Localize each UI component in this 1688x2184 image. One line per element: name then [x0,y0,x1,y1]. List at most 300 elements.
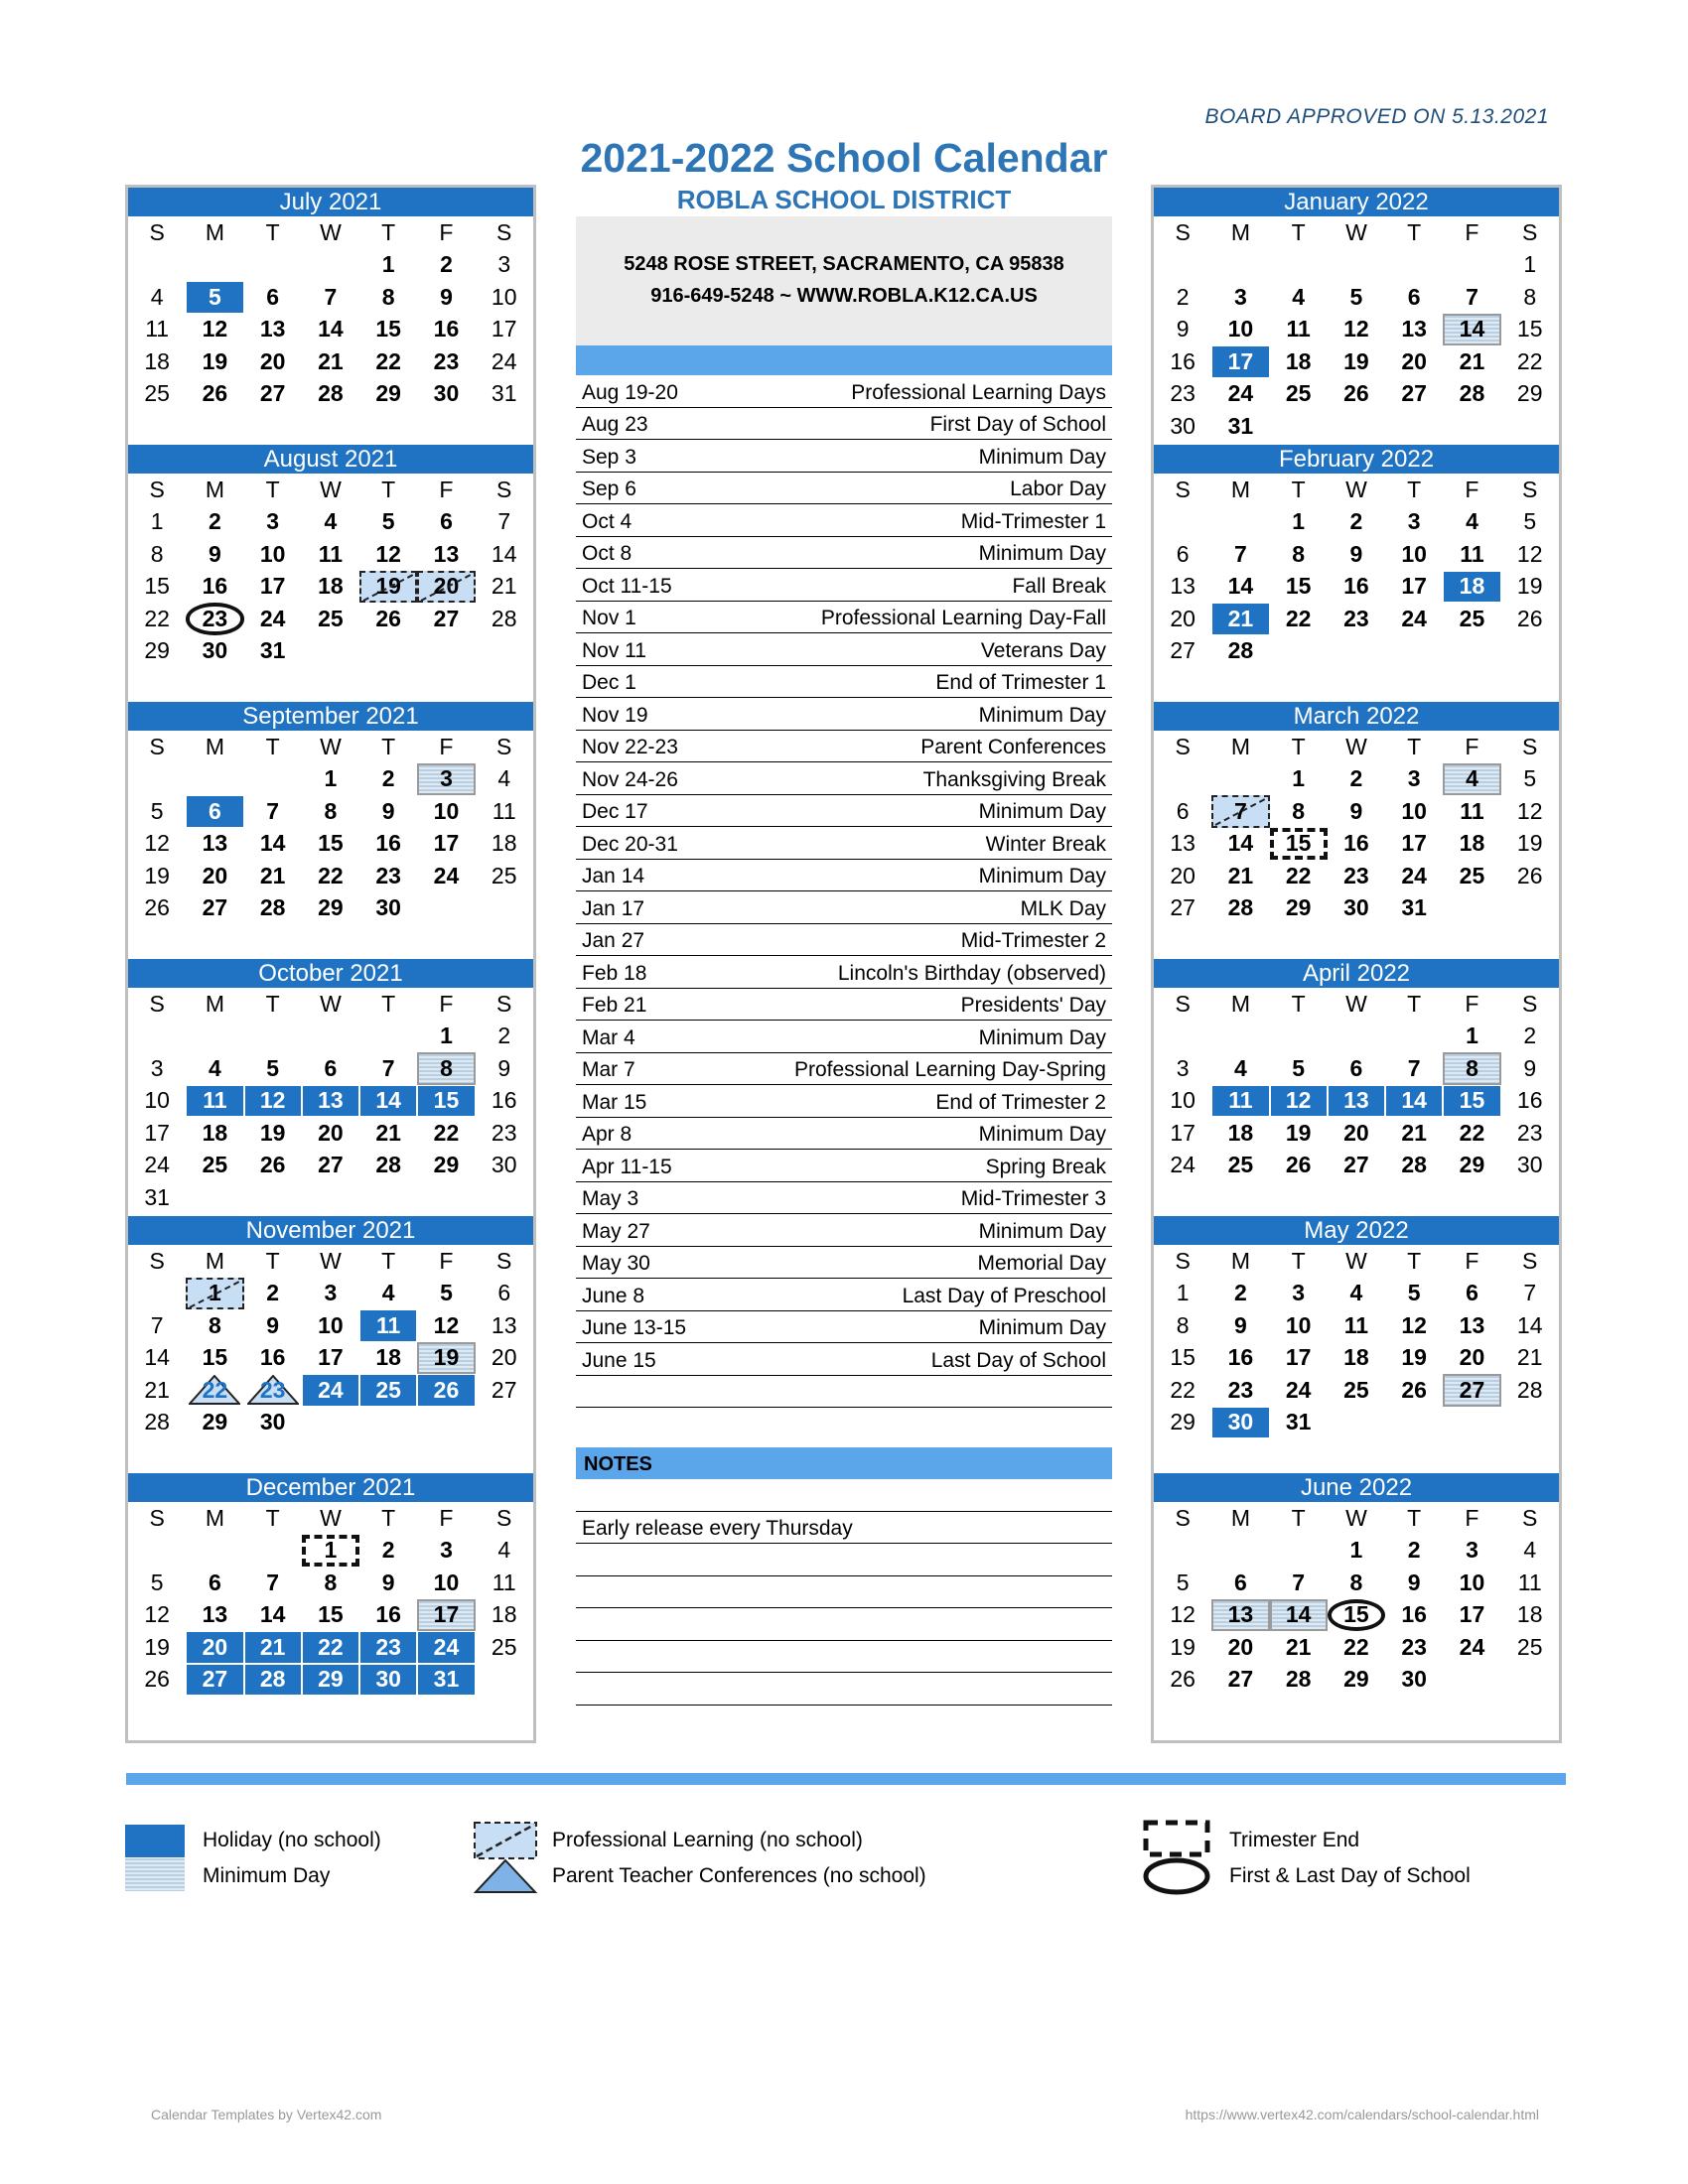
calendar-day: 22 [1170,1376,1196,1403]
calendar-day: 19 [1516,830,1543,857]
event-label: Minimum Day [978,1316,1106,1339]
calendar-day: 6 [324,1054,338,1081]
weekday-label: T [1291,1247,1306,1274]
event-date: Oct 8 [582,542,633,565]
calendar-day: 20 [491,1344,517,1371]
calendar-day: 23 [1170,380,1196,407]
events-header-bar [576,345,1112,375]
month-calendar [1154,959,1559,1219]
calendar-day: 14 [144,1344,170,1371]
calendar-day: 29 [1516,380,1543,407]
calendar-day: 28 [244,1664,302,1697]
event-date: Dec 17 [582,800,648,823]
event-date: Nov 24-26 [582,767,678,791]
weekday-label: T [381,218,396,245]
calendar-day: 20 [1227,1633,1254,1660]
calendar-day: 20 [417,571,475,604]
month-title: August 2021 [128,445,533,474]
weekday-label: S [496,1504,512,1531]
weekday-label: S [1522,1504,1538,1531]
weekday-label: S [1522,990,1538,1017]
calendar-day: 18 [318,573,344,600]
calendar-day: 21 [144,1376,170,1403]
professional-learning-slash-icon [188,1280,243,1309]
event-label: Minimum Day [978,542,1106,565]
calendar-day: 7 [1523,1280,1537,1306]
event-row [576,795,1112,828]
professional-learning-slash-icon [419,573,475,603]
calendar-day: 16 [375,830,401,857]
calendar-day: 17 [1285,1344,1312,1371]
calendar-day: 21 [318,347,344,374]
month-title: November 2021 [128,1216,533,1245]
weekday-label: W [1345,733,1367,759]
calendar-day: 31 [1285,1409,1312,1435]
calendar-day: 22 [318,862,344,888]
month-calendar [128,959,533,1219]
calendar-day: 1 [1176,1280,1190,1306]
calendar-day: 27 [1343,1152,1369,1178]
legend-firstlast-label: First & Last Day of School [1229,1864,1471,1887]
calendar-day: 26 [417,1374,475,1407]
calendar-day: 28 [1227,637,1254,664]
event-date: Nov 11 [582,638,646,662]
calendar-day: 16 [375,1601,401,1628]
contact-line: 916-649-5248 ~ WWW.ROBLA.K12.CA.US [650,285,1038,307]
calendar-day: 13 [259,316,286,342]
calendar-day: 19 [1516,573,1543,600]
calendar-day: 23 [1227,1376,1254,1403]
month-grid [1154,1502,1559,1696]
empty-day [302,1021,359,1053]
weekday-label: T [1407,476,1422,502]
event-row [576,924,1112,957]
month-title: September 2021 [128,702,533,731]
calendar-day: 11 [1460,797,1484,824]
event-label: First Day of School [929,413,1106,436]
weekday-label: W [320,218,342,245]
calendar-day: 25 [1459,862,1485,888]
calendar-day: 8 [1176,1311,1190,1338]
calendar-day: 16 [433,316,460,342]
calendar-day: 3 [1292,1280,1306,1306]
calendar-day: 14 [1270,1599,1328,1632]
calendar-day: 1 [1349,1537,1363,1564]
weekday-label: M [205,733,224,759]
legend-conf-swatch-icon [473,1858,538,1894]
empty-day [1211,763,1269,796]
event-label: Minimum Day [978,703,1106,727]
calendar-day: 27 [1227,1666,1254,1693]
weekday-label: W [1345,476,1367,502]
event-row [576,1376,1112,1409]
event-date: Oct 11-15 [582,574,672,598]
event-row [576,956,1112,989]
empty-day [1154,763,1211,796]
calendar-day: 23 [244,1374,302,1407]
calendar-day: 17 [433,830,460,857]
empty-day [1154,249,1211,282]
calendar-day: 27 [202,894,228,921]
calendar-day: 24 [1170,1152,1196,1178]
calendar-day: 28 [259,894,286,921]
calendar-day: 28 [318,380,344,407]
calendar-day: 8 [1292,540,1306,567]
footer-url[interactable]: https://www.vertex42.com/calendars/school-calendar.html [1185,2107,1539,2122]
event-label: Fall Break [1012,574,1106,598]
calendar-day: 13 [202,830,228,857]
calendar-day: 23 [491,1119,517,1146]
calendar-day: 13 [1170,830,1196,857]
weekday-label: T [381,1247,396,1274]
professional-learning-slash-icon [1213,797,1269,827]
month-title: May 2022 [1154,1216,1559,1245]
calendar-day: 7 [324,283,338,310]
empty-day [1211,1535,1269,1568]
event-date: Nov 19 [582,703,648,727]
calendar-day: 26 [1343,380,1369,407]
event-date: Feb 18 [582,961,647,985]
event-date: June 15 [582,1348,656,1372]
event-row [576,1279,1112,1311]
calendar-day: 3 [1466,1537,1478,1564]
empty-day [244,249,302,282]
calendar-day: 26 [259,1152,286,1178]
event-label: End of Trimester 1 [935,671,1106,694]
calendar-day: 14 [1227,573,1254,600]
calendar-day: 4 [497,1537,511,1564]
event-row [576,989,1112,1022]
note-line: Early release every Thursday [576,1512,1112,1545]
calendar-day: 29 [202,1409,228,1435]
calendar-day: 14 [1385,1085,1443,1118]
calendar-day: 17 [417,1599,475,1632]
weekday-label: T [381,733,396,759]
event-date: Aug 23 [582,413,648,436]
calendar-day: 23 [1343,862,1369,888]
weekday-label: T [1407,218,1422,245]
event-date: Oct 4 [582,509,633,533]
weekday-label: M [1230,1504,1250,1531]
event-row [576,1053,1112,1086]
calendar-day: 7 [1407,1054,1421,1081]
weekday-label: S [1522,733,1538,759]
month-title: February 2022 [1154,445,1559,474]
calendar-day: 25 [1459,605,1485,631]
empty-day [186,763,243,796]
footer-credit[interactable]: Calendar Templates by Vertex42.com [151,2107,382,2122]
weekday-label: S [149,476,165,502]
calendar-day: 26 [1285,1152,1312,1178]
empty-day [1211,249,1269,282]
calendar-day: 8 [417,1052,475,1085]
weekday-label: F [439,990,454,1017]
calendar-day: 3 [1407,765,1421,792]
calendar-day: 14 [1516,1311,1543,1338]
calendar-day: 17 [1401,573,1427,600]
calendar-day: 6 [266,283,280,310]
empty-day [1154,1535,1211,1568]
event-row [576,537,1112,570]
empty-day [302,249,359,282]
calendar-day: 4 [1234,1054,1247,1081]
calendar-day: 5 [1523,765,1537,792]
event-row [576,666,1112,699]
event-label: Minimum Day [978,1025,1106,1049]
calendar-day: 7 [1211,795,1269,828]
calendar-day: 28 [375,1152,401,1178]
event-date: Jan 17 [582,896,645,920]
calendar-day: 7 [1466,283,1478,310]
calendar-day: 8 [1349,1569,1363,1595]
empty-day [1211,506,1269,539]
calendar-day: 5 [381,508,395,535]
month-grid [1154,216,1559,443]
weekday-label: S [149,218,165,245]
calendar-day: 21 [1285,1633,1312,1660]
calendar-day: 28 [1459,380,1485,407]
calendar-day: 11 [1517,1569,1542,1595]
weekday-label: M [1230,990,1250,1017]
calendar-day: 21 [1227,862,1254,888]
calendar-day: 11 [1211,1085,1269,1118]
calendar-day: 10 [1401,540,1427,567]
weekday-label: M [1230,476,1250,502]
calendar-day: 29 [144,637,170,664]
calendar-day: 1 [186,1278,243,1310]
calendar-day: 6 [186,795,243,828]
calendar-day: 15 [375,316,401,342]
calendar-day: 2 [1349,765,1363,792]
calendar-day: 3 [1234,283,1247,310]
calendar-day: 8 [1523,283,1537,310]
calendar-day: 12 [1516,540,1543,567]
calendar-day: 4 [1292,283,1306,310]
calendar-day: 22 [1516,347,1543,374]
month-calendar [1154,445,1559,705]
weekday-label: F [439,1504,454,1531]
calendar-day: 9 [440,283,453,310]
event-row [576,408,1112,441]
weekday-label: S [1175,1247,1191,1274]
calendar-day: 2 [497,1023,511,1049]
weekday-label: T [381,990,396,1017]
calendar-day: 23 [359,1631,417,1664]
calendar-day: 12 [144,1601,170,1628]
empty-day [1270,1535,1328,1568]
calendar-day: 11 [359,1309,417,1342]
left-calendar-panel [125,185,536,1743]
calendar-day: 8 [324,1569,338,1595]
month-grid [128,1502,533,1696]
calendar-day: 19 [144,862,170,888]
calendar-day: 9 [1349,797,1363,824]
calendar-day: 12 [1270,1085,1328,1118]
calendar-day: 16 [1516,1087,1543,1114]
calendar-day: 2 [209,508,221,535]
event-date: June 8 [582,1284,645,1307]
calendar-day: 2 [1349,508,1363,535]
calendar-day: 1 [381,251,395,278]
weekday-label: T [1291,1504,1306,1531]
calendar-day: 24 [417,1631,475,1664]
calendar-day: 19 [1343,347,1369,374]
calendar-day: 30 [1401,1666,1427,1693]
calendar-day: 30 [1170,412,1196,439]
month-calendar [1154,188,1559,448]
calendar-day: 9 [497,1054,511,1081]
event-row [576,1021,1112,1053]
calendar-day: 15 [318,1601,344,1628]
event-row [576,633,1112,666]
calendar-day: 24 [1401,605,1427,631]
month-grid [1154,1245,1559,1438]
empty-day [1211,1021,1269,1053]
calendar-day: 27 [1170,894,1196,921]
empty-day [128,1278,186,1310]
calendar-day: 14 [259,1601,286,1628]
legend-firstlast-swatch-icon [1142,1856,1211,1896]
calendar-day: 22 [375,347,401,374]
month-calendar [1154,1473,1559,1733]
calendar-day: 28 [144,1409,170,1435]
weekday-label: S [149,1504,165,1531]
calendar-day: 26 [1516,862,1543,888]
calendar-day: 21 [375,1119,401,1146]
calendar-day: 25 [318,605,344,631]
empty-day [1328,1021,1385,1053]
event-date: May 30 [582,1252,650,1275]
calendar-day: 24 [433,862,460,888]
note-line [576,1608,1112,1641]
calendar-day: 15 [202,1344,228,1371]
event-date: Mar 4 [582,1025,635,1049]
calendar-day: 29 [1343,1666,1369,1693]
calendar-day: 28 [1401,1152,1427,1178]
calendar-day: 15 [1516,316,1543,342]
calendar-day: 9 [381,1569,395,1595]
calendar-day: 25 [491,862,517,888]
note-line [576,1479,1112,1512]
calendar-day: 3 [497,251,511,278]
event-date: Feb 21 [582,994,647,1017]
weekday-label: S [1522,1247,1538,1274]
legend-holiday-swatch [125,1825,185,1857]
month-title: April 2022 [1154,959,1559,988]
event-label: Professional Learning Days [851,380,1106,404]
calendar-day: 26 [1516,605,1543,631]
legend-conf-label: Parent Teacher Conferences (no school) [552,1864,926,1887]
calendar-day: 4 [324,508,338,535]
calendar-day: 18 [1227,1119,1254,1146]
calendar-day: 15 [1170,1344,1196,1371]
calendar-day: 21 [1401,1119,1427,1146]
event-label: Last Day of School [930,1348,1106,1372]
weekday-label: F [439,733,454,759]
calendar-day: 26 [144,894,170,921]
calendar-day: 23 [1516,1119,1543,1146]
calendar-day: 7 [266,1569,280,1595]
calendar-day: 4 [1466,508,1478,535]
calendar-day: 1 [324,765,338,792]
event-row [576,473,1112,505]
calendar-day: 5 [150,1569,164,1595]
weekday-label: T [265,733,280,759]
weekday-label: F [1465,733,1479,759]
weekday-label: F [1465,476,1479,502]
calendar-day: 22 [1285,605,1312,631]
empty-day [1270,1021,1328,1053]
event-date: Dec 1 [582,671,636,694]
event-row [576,698,1112,731]
calendar-day: 31 [491,380,517,407]
calendar-day: 17 [1170,1119,1196,1146]
event-label: Memorial Day [977,1252,1106,1275]
month-title: January 2022 [1154,188,1559,216]
calendar-day: 15 [318,830,344,857]
calendar-day: 14 [491,540,517,567]
event-date: Apr 11-15 [582,1155,672,1178]
month-title: March 2022 [1154,702,1559,731]
event-row [576,1311,1112,1344]
legend-prof-swatch-icon [473,1821,538,1860]
calendar-day: 16 [202,573,228,600]
address-box [576,216,1112,345]
weekday-label: W [320,990,342,1017]
calendar-day: 9 [1349,540,1363,567]
empty-day [1154,506,1211,539]
event-date: June 13-15 [582,1316,687,1339]
weekday-label: M [205,218,224,245]
calendar-day: 19 [1170,1633,1196,1660]
event-date: Mar 15 [582,1090,647,1114]
calendar-day: 5 [1292,1054,1306,1081]
calendar-day: 12 [202,316,228,342]
weekday-label: F [439,476,454,502]
empty-day [1328,249,1385,282]
calendar-day: 27 [1170,637,1196,664]
calendar-day: 22 [186,1374,243,1407]
calendar-day: 2 [1176,283,1190,310]
calendar-day: 13 [1459,1311,1485,1338]
event-row [576,375,1112,408]
event-row [576,440,1112,473]
calendar-day: 5 [1349,283,1363,310]
calendar-day: 3 [440,1537,453,1564]
weekday-label: W [320,1247,342,1274]
calendar-day: 5 [150,797,164,824]
calendar-day: 15 [417,1085,475,1118]
calendar-day: 14 [359,1085,417,1118]
calendar-day: 10 [144,1087,170,1114]
calendar-day: 19 [1285,1119,1312,1146]
calendar-day: 23 [433,347,460,374]
event-label: Winter Break [985,832,1106,856]
calendar-day: 10 [1170,1087,1196,1114]
calendar-day: 16 [1343,573,1369,600]
event-label: Professional Learning Day-Spring [793,1058,1106,1081]
calendar-day: 7 [1234,540,1247,567]
calendar-day: 20 [1401,347,1427,374]
weekday-label: M [205,990,224,1017]
calendar-day: 9 [1523,1054,1537,1081]
calendar-day: 15 [1270,828,1328,861]
calendar-day: 29 [1459,1152,1485,1178]
calendar-day: 7 [381,1054,395,1081]
calendar-day: 4 [497,765,511,792]
calendar-day: 9 [266,1311,280,1338]
calendar-day: 5 [266,1054,280,1081]
